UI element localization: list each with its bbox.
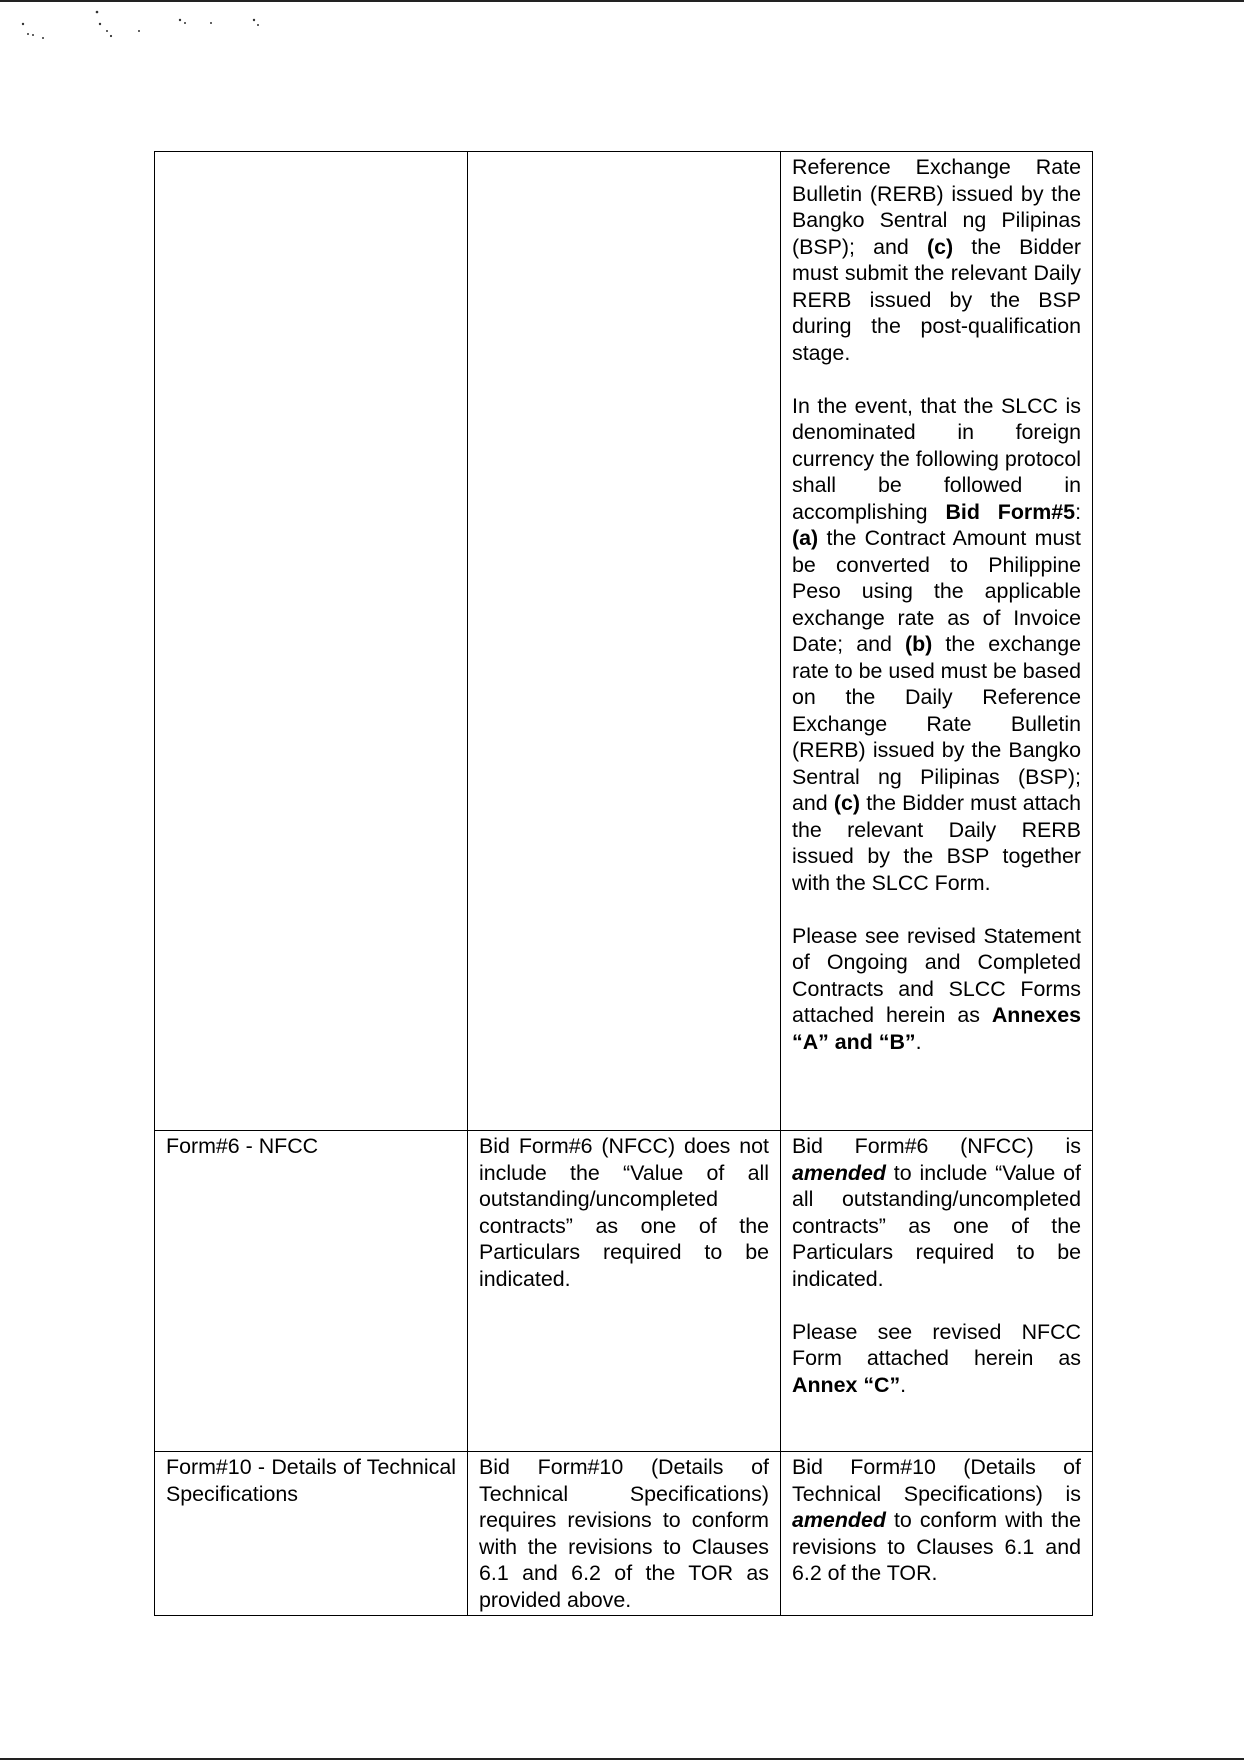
- row2-form-name: Form#6 - NFCC: [166, 1134, 319, 1158]
- table-row: [155, 1131, 1093, 1452]
- amendment-paragraph: [792, 1133, 1081, 1292]
- text-segment: :: [1075, 499, 1082, 524]
- text-segment: Bid Form#10 (Details of Technical Specifications) is: [792, 1455, 1081, 1506]
- row2-issue-text: Bid Form#6 (NFCC) does not include the “Value of all outstanding/uncompleted contracts” as one of the Particulars required to be indicated.: [479, 1134, 769, 1291]
- text-segment: the Contract Amount must be converted to Philippine Peso using the applicable exchange rate as of Invoice Date; and: [792, 526, 1081, 656]
- text-segment: Please see revised NFCC Form attached herein as: [792, 1319, 1081, 1370]
- text-segment: the Bidder must attach the relevant Daily RERB issued by the BSP together with the SLCC Form.: [792, 791, 1081, 895]
- table-row: [155, 152, 1093, 1131]
- row3-amendment-text: [792, 1454, 1081, 1587]
- text-segment: In the event, that the SLCC is denominated in foreign currency the following protocol shall be followed in accomplishing: [792, 393, 1081, 524]
- text-segment: (b): [904, 632, 933, 656]
- row3-issue-cell: [468, 1452, 781, 1616]
- text-segment: Annex “C”: [792, 1372, 901, 1397]
- row2-issue-cell: [468, 1131, 781, 1452]
- row1-amendment-cell: [781, 152, 1093, 1131]
- text-segment: Reference Exchange Rate Bulletin (RERB) issued by the Bangko Sentral ng Pilipinas (BSP); and: [792, 155, 1081, 259]
- amendment-paragraph: [792, 923, 1081, 1056]
- row2-amendment-cell: [781, 1131, 1093, 1452]
- paragraph-gap: [792, 1292, 1081, 1319]
- text-segment: (c): [833, 791, 861, 815]
- text-segment: .: [900, 1372, 907, 1397]
- text-segment: the Bidder must submit the relevant Daily RERB issued by the BSP during the post-qualification stage.: [792, 234, 1081, 365]
- text-segment: amended: [792, 1160, 886, 1185]
- text-segment: .: [915, 1029, 922, 1054]
- page-bottom-edge: [0, 1758, 1244, 1760]
- text-segment: Annexes “A” and “B”: [792, 1003, 1081, 1054]
- row3-issue-text: Bid Form#10 (Details of Technical Specifications) requires revisions to conform with the revisions to Clauses 6.1 and 6.2 of the TOR as provided above.: [479, 1455, 769, 1612]
- amendments-table: [154, 151, 1093, 1616]
- row1-issue-cell: [468, 152, 781, 1131]
- text-segment: Please see revised Statement of Ongoing and Completed Contracts and SLCC Forms attached herein as: [792, 923, 1081, 1027]
- text-segment: (c): [926, 234, 954, 259]
- row3-amendment-cell: [781, 1452, 1093, 1616]
- row3-form-cell: [155, 1452, 468, 1616]
- text-segment: the exchange rate to be used must be based on the Daily Reference Exchange Rate Bulletin (RERB) issued by the Bangko Sentral ng Pilipinas (BSP); and: [792, 632, 1081, 815]
- paragraph-gap: [792, 896, 1081, 923]
- text-segment: (a): [792, 526, 819, 550]
- text-segment: amended: [792, 1508, 886, 1532]
- table-row: [155, 1452, 1093, 1616]
- amendment-paragraph: [792, 154, 1081, 366]
- text-segment: to conform with the revisions to Clauses 6.1 and 6.2 of the TOR.: [792, 1508, 1081, 1585]
- text-segment: to include “Value of all outstanding/uncompleted contracts” as one of the Particulars required to be indicated.: [792, 1160, 1081, 1291]
- amendment-paragraph: [792, 1454, 1081, 1587]
- row3-form-name: Form#10 - Details of Technical Specifications: [166, 1455, 456, 1506]
- scan-specks: [0, 0, 300, 60]
- amendment-paragraph: [792, 1319, 1081, 1399]
- text-segment: Bid Form#6 (NFCC) is: [792, 1134, 1081, 1158]
- amendment-paragraph: [792, 393, 1081, 897]
- paragraph-gap: [792, 366, 1081, 393]
- text-segment: Bid Form#5: [945, 499, 1076, 524]
- row1-form-cell: [155, 152, 468, 1131]
- row1-amendment-text: [792, 154, 1081, 1055]
- row2-form-cell: [155, 1131, 468, 1452]
- row2-amendment-text: [792, 1133, 1081, 1398]
